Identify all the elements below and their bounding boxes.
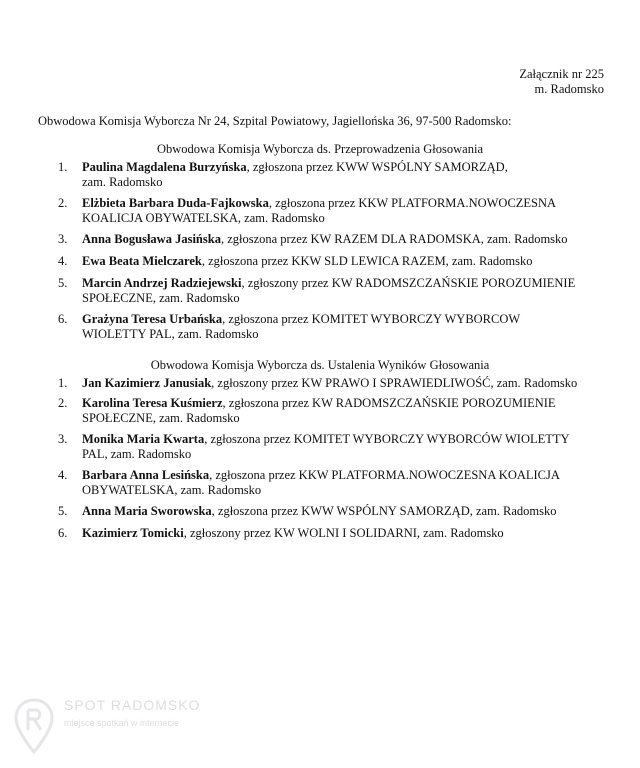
member-details-cont: KOALICJA OBYWATELSKA, zam. Radomsko — [82, 211, 325, 225]
member-details-cont: OBYWATELSKA, zam. Radomsko — [82, 483, 262, 497]
member-details: , zgłoszony przez KW RADOMSZCZAŃSKIE POROZUMIENIE — [241, 276, 576, 290]
member-name: Grażyna Teresa Urbańska — [82, 312, 223, 326]
watermark — [14, 690, 234, 760]
item-number: 1. — [58, 376, 68, 390]
item-number: 1. — [58, 160, 68, 174]
member-details: , zgłoszony przez KW WOLNI I SOLIDARNI, zam. Radomsko — [183, 526, 504, 540]
item-number: 4. — [58, 254, 68, 268]
member-details: , zgłoszona przez KWW WSPÓLNY SAMORZĄD, — [246, 160, 508, 174]
section-title-voting: Obwodowa Komisja Wyborcza ds. Przeprowadzenia Głosowania — [156, 142, 483, 156]
item-number: 6. — [58, 312, 68, 326]
member-name: Karolina Teresa Kuśmierz — [82, 396, 223, 410]
member-details-cont: SPOŁECZNE, zam. Radomsko — [82, 291, 240, 305]
member-name: Barbara Anna Lesińska — [82, 468, 210, 482]
item-number: 6. — [58, 526, 68, 540]
annex-header — [519, 67, 604, 97]
item-number: 5. — [58, 276, 68, 290]
member-details: , zgłoszona przez KKW PLATFORMA.NOWOCZESNA KOALICJA — [209, 468, 560, 482]
watermark-title: SPOT RADOMSKO — [64, 697, 201, 713]
item-number: 3. — [58, 432, 68, 446]
item-number: 2. — [58, 396, 68, 410]
committee-address: Obwodowa Komisja Wyborcza Nr 24, Szpital Powiatowy, Jagiellońska 36, 97-500 Radomsko: — [38, 114, 512, 128]
member-details-cont: zam. Radomsko — [82, 175, 163, 189]
member-details: , zgłoszona przez KKW SLD LEWICA RAZEM, zam. Radomsko — [201, 254, 533, 268]
member-details: , zgłoszona przez KW RAZEM DLA RADOMSKA, zam. Radomsko — [220, 232, 568, 246]
member-details: , zgłoszona przez KKW PLATFORMA.NOWOCZESNA — [268, 196, 557, 210]
member-details-cont: PAL, zam. Radomsko — [82, 447, 192, 461]
member-name: Paulina Magdalena Burzyńska — [82, 160, 247, 174]
member-details-cont: SPOŁECZNE, zam. Radomsko — [82, 411, 240, 425]
item-number: 4. — [58, 468, 68, 482]
item-number: 2. — [58, 196, 68, 210]
member-details: , zgłoszona przez KW RADOMSZCZAŃSKIE POROZUMIENIE — [222, 396, 556, 410]
item-number: 5. — [58, 504, 68, 518]
member-details: , zgłoszona przez KOMITET WYBORCZY WYBORCÓW WIOLETTY — [204, 432, 570, 446]
annex-location: m. Radomsko — [534, 82, 604, 96]
watermark-subtitle: miejsce spotkań w internecie — [64, 718, 180, 728]
section-title-results: Obwodowa Komisja Wyborcza ds. Ustalenia Wyników Głosowania — [150, 358, 490, 372]
member-details: , zgłoszona przez KWW WSPÓLNY SAMORZĄD, zam. Radomsko — [211, 504, 557, 518]
member-details: , zgłoszona przez KOMITET WYBORCZY WYBORCOW — [222, 312, 521, 326]
member-name: Elżbieta Barbara Duda-Fajkowska — [82, 196, 269, 210]
member-name: Ewa Beata Mielczarek — [82, 254, 202, 268]
member-details-cont: WIOLETTY PAL, zam. Radomsko — [82, 327, 259, 341]
item-number: 3. — [58, 232, 68, 246]
member-name: Jan Kazimierz Janusiak — [82, 376, 212, 390]
location-pin-logo-icon — [14, 698, 54, 754]
member-name: Kazimierz Tomicki — [82, 526, 184, 540]
annex-number: Załącznik nr 225 — [519, 67, 604, 81]
member-name: Marcin Andrzej Radziejewski — [82, 276, 242, 290]
member-details: , zgłoszony przez KW PRAWO I SPRAWIEDLIWOŚĆ, zam. Radomsko — [211, 376, 578, 390]
member-name: Anna Bogusława Jasińska — [82, 232, 221, 246]
member-name: Monika Maria Kwarta — [82, 432, 205, 446]
member-name: Anna Maria Sworowska — [82, 504, 212, 518]
